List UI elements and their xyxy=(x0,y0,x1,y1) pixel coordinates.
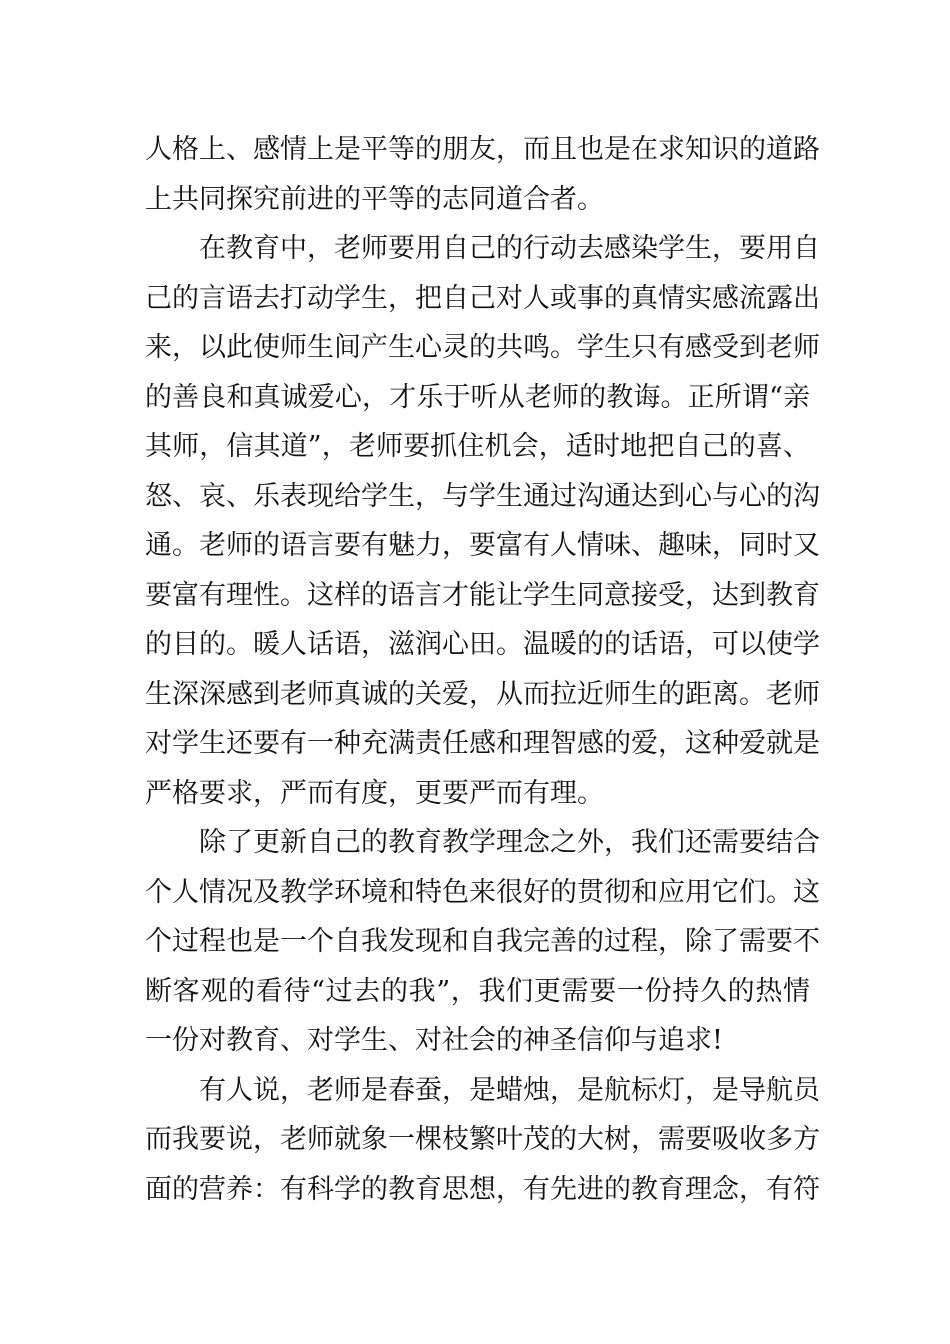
text-line: 通。老师的语言要有魅力，要富有人情味、趣味，同时又 xyxy=(145,530,820,561)
text-line: 的善良和真诚爱心，才乐于听从老师的教诲。正所谓“亲 xyxy=(145,381,810,413)
paragraph xyxy=(145,818,820,1066)
text-line: 断客观的看待“过去的我”，我们更需要一份持久的热情 xyxy=(145,975,810,1007)
text-line: 在教育中，老师要用自己的行动去感染学生，要用自 xyxy=(199,233,820,264)
paragraph xyxy=(145,224,820,818)
text-line: 个过程也是一个自我发现和自我完善的过程，除了需要不 xyxy=(145,926,820,957)
paragraph xyxy=(145,125,820,224)
text-line: 面的营养：有科学的教育思想，有先进的教育理念，有符 xyxy=(145,1173,820,1205)
text-line: 来，以此使师生间产生心灵的共鸣。学生只有感受到老师 xyxy=(145,332,820,363)
text-line: 一份对教育、对学生、对社会的神圣信仰与追求! xyxy=(145,1025,723,1056)
text-line: 己的言语去打动学生，把自己对人或事的真情实感流露出 xyxy=(145,282,820,314)
text-line: 上共同探究前进的平等的志同道合者。 xyxy=(145,183,604,215)
text-line: 除了更新自己的教育教学理念之外，我们还需要结合 xyxy=(199,827,820,858)
text-line: 人格上、感情上是平等的朋友，而且也是在求知识的道路 xyxy=(145,134,820,165)
text-line: 而我要说，老师就象一棵枝繁叶茂的大树，需要吸收多方 xyxy=(145,1124,820,1155)
text-line: 严格要求，严而有度，更要严而有理。 xyxy=(145,777,604,809)
text-line: 有人说，老师是春蚕，是蜡烛，是航标灯，是导航员 xyxy=(199,1074,820,1106)
paragraph xyxy=(145,1066,820,1215)
text-line: 的目的。暖人话语，滋润心田。温暖的的话语，可以使学 xyxy=(145,629,820,660)
document-body xyxy=(145,125,820,1214)
text-line: 个人情况及教学环境和特色来很好的贯彻和应用它们。这 xyxy=(145,876,820,908)
text-line: 其师，信其道”，老师要抓住机会，适时地把自己的喜、 xyxy=(145,431,810,462)
text-line: 怒、哀、乐表现给学生，与学生通过沟通达到心与心的沟 xyxy=(145,480,820,512)
text-line: 要富有理性。这样的语言才能让学生同意接受，达到教育 xyxy=(145,579,820,611)
text-line: 生深深感到老师真诚的关爱，从而拉近师生的距离。老师 xyxy=(145,678,820,710)
text-line: 对学生还要有一种充满责任感和理智感的爱，这种爱就是 xyxy=(145,728,820,759)
